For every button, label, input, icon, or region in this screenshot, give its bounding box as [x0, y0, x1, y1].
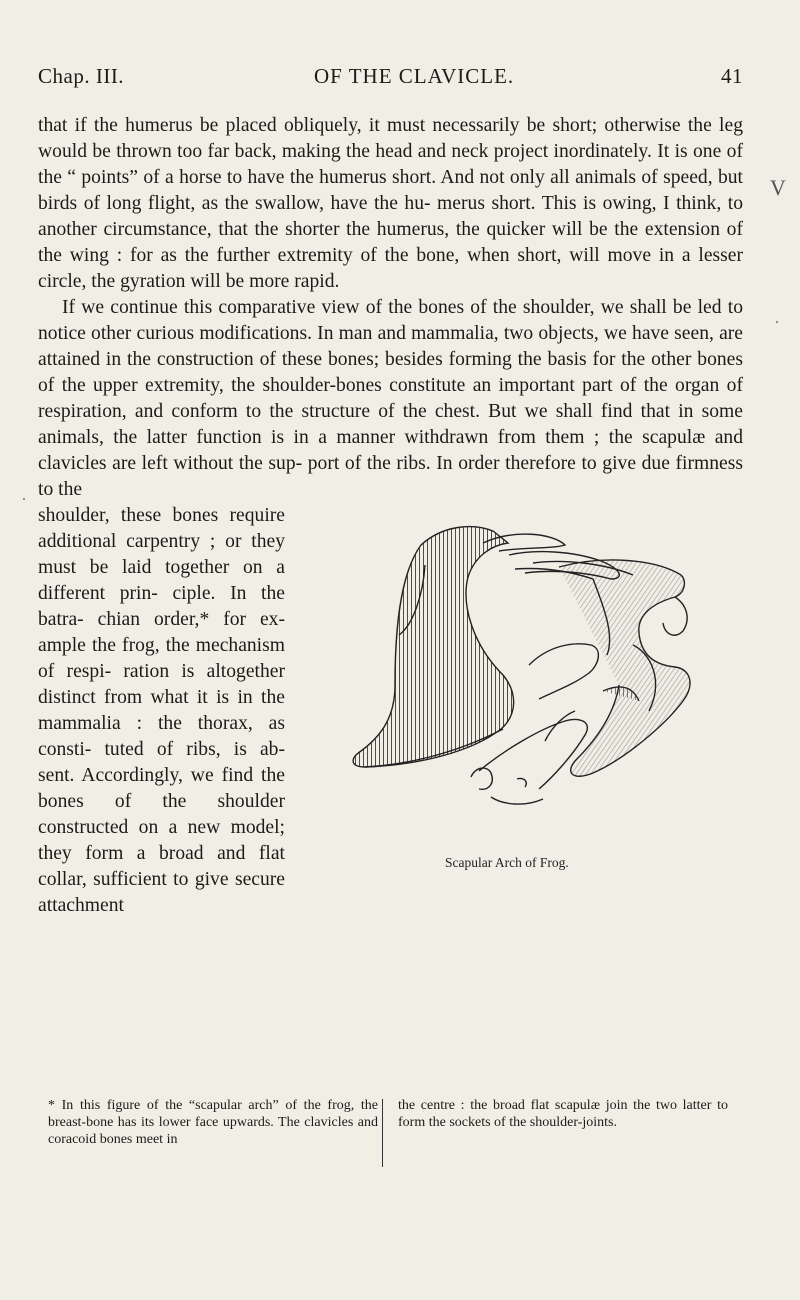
main-text: [38, 113, 743, 919]
page-number: 41: [721, 64, 743, 88]
margin-dot: .: [775, 310, 779, 327]
column-divider: [382, 1099, 383, 1167]
paragraph-2-continued: shoulder, these bones require additional carpentry ; or they must be laid together on a different prin- ciple. In the batra- chian order,* for ex- ample the frog, the mechanism of respi- ration is altogether distinct from what it is in the mammalia : the thorax, as consti- tuted of ribs, is ab- sent. Accordingly, we find the bones of the shoulder constructed on a new model; they form a broad and flat collar, sufficient to give secure attachment: [38, 505, 285, 916]
figure: [303, 515, 743, 883]
margin-dot: .: [22, 487, 26, 504]
chapter-label: Chap. III.: [38, 64, 125, 88]
paragraph-2-start: If we continue this comparative view of the bones of the shoulder, we shall be led to notice other curious modifications. In man and mammalia, two objects, we have seen, are attained in the construction of these bones; besides forming the basis for the other bones of the upper extremity, the shoulder-bones constitute an important part of the organ of respiration, and conform to the structure of the chest. But we shall find that in some animals, the latter function is in a manner withdrawn from them ; the scapulæ and clavicles are left without the sup- port of the ribs. In order therefore to give due firmness to the: [38, 297, 743, 500]
paragraph-1: that if the humerus be placed obliquely, it must necessarily be short; otherwise the leg would be thrown too far back, making the head and neck project inordinately. It is one of the “ points” of a horse to have the humerus short. And not only all animals of speed, but birds of long flight, as the swallow, have the hu- merus short. This is owing, I think, to another circumstance, that the shorter the humerus, the quicker will be the extension of the wing : for as the further extremity of the bone, when short, will move in a lesser circle, the gyration will be more rapid.: [38, 115, 743, 292]
figure-caption: Scapular Arch of Frog.: [445, 855, 569, 870]
page-title: OF THE CLAVICLE.: [314, 64, 515, 88]
margin-check-mark: V: [770, 175, 786, 200]
scapular-arch-illustration: [303, 515, 743, 883]
footnote-right-column: the centre : the broad flat scapulæ join the two latter to form the sockets of the shoulder-joints.: [398, 1098, 728, 1130]
footnote-left-column: * In this figure of the “scapular arch” of the frog, the breast-bone has its lower face upwards. The clavicles and coracoid bones meet in: [48, 1098, 378, 1147]
running-header: [38, 64, 743, 94]
